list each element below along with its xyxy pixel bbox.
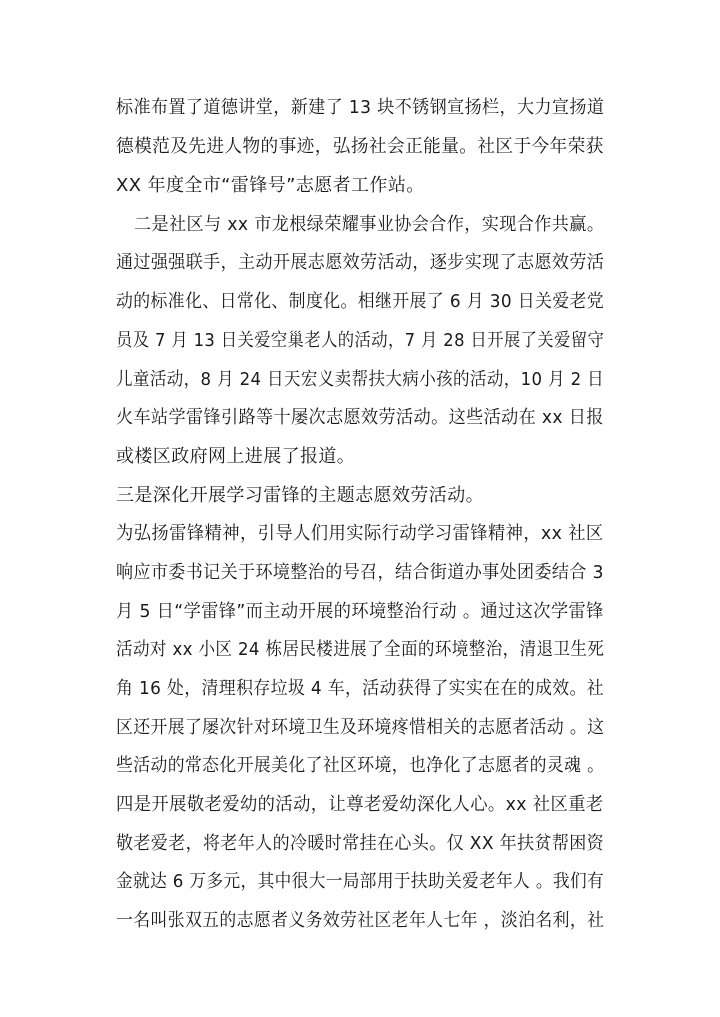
- text-line: 二是社区与 xx 市龙根绿荣耀事业协会合作，实现合作共赢。: [134, 214, 605, 235]
- text-line: 金就达 6 万多元，其中很大一局部用于扶助关爱老年人 。我们有: [116, 871, 605, 892]
- text-line: 通过强强联手，主动开展志愿效劳活动，逐步实现了志愿效劳活: [116, 252, 605, 273]
- text-line: 员及 7 月 13 日关爱空巢老人的活动，7 月 28 日开展了关爱留守: [116, 330, 605, 351]
- text-line: XX 年度全市“雷锋号”志愿者工作站。: [116, 175, 425, 196]
- text-line: 标准布置了道德讲堂，新建了 13 块不锈钢宣扬栏，大力宣扬道: [116, 97, 605, 118]
- text-line: 敬老爱老，将老年人的冷暖时常挂在心头。仅 XX 年扶贫帮困资: [116, 833, 605, 854]
- text-line: 德模范及先进人物的事迹，弘扬社会正能量。社区于今年荣获: [116, 136, 604, 157]
- text-line: 区还开展了屡次针对环境卫生及环境疼惜相关的志愿者活动 。这: [116, 717, 605, 738]
- text-line: 或楼区政府网上进展了报道。: [116, 446, 356, 467]
- text-line: 动的标准化、日常化、制度化。相继开展了 6 月 30 日关爱老党: [116, 291, 605, 312]
- text-line: 三是深化开展学习雷锋的主题志愿效劳活动。: [116, 485, 484, 506]
- text-line: 儿童活动，8 月 24 日天宏义卖帮扶大病小孩的活动，10 月 2 日: [116, 369, 605, 390]
- text-line: 火车站学雷锋引路等十屡次志愿效劳活动。这些活动在 xx 日报: [116, 407, 604, 428]
- text-line: 角 16 处，清理积存垃圾 4 车，活动获得了实实在在的成效。社: [116, 678, 605, 699]
- text-line: 为弘扬雷锋精神，引导人们用实际行动学习雷锋精神，xx 社区: [116, 523, 604, 544]
- text-line: 月 5 日“学雷锋”而主动开展的环境整治行动 。通过这次学雷锋: [116, 601, 604, 622]
- text-line: 活动对 xx 小区 24 栋居民楼进展了全面的环境整治，清退卫生死: [116, 639, 605, 660]
- text-line: 一名叫张双五的志愿者义务效劳社区老年人七年 ，淡泊名利，社: [116, 910, 605, 931]
- text-line: 些活动的常态化开展美化了社区环境，也净化了志愿者的灵魂 。: [116, 755, 605, 776]
- text-line: 四是开展敬老爱幼的活动，让尊老爱幼深化人心。xx 社区重老: [116, 794, 604, 815]
- text-line: 响应市委书记关于环境整治的号召，结合街道办事处团委结合 3: [116, 562, 604, 583]
